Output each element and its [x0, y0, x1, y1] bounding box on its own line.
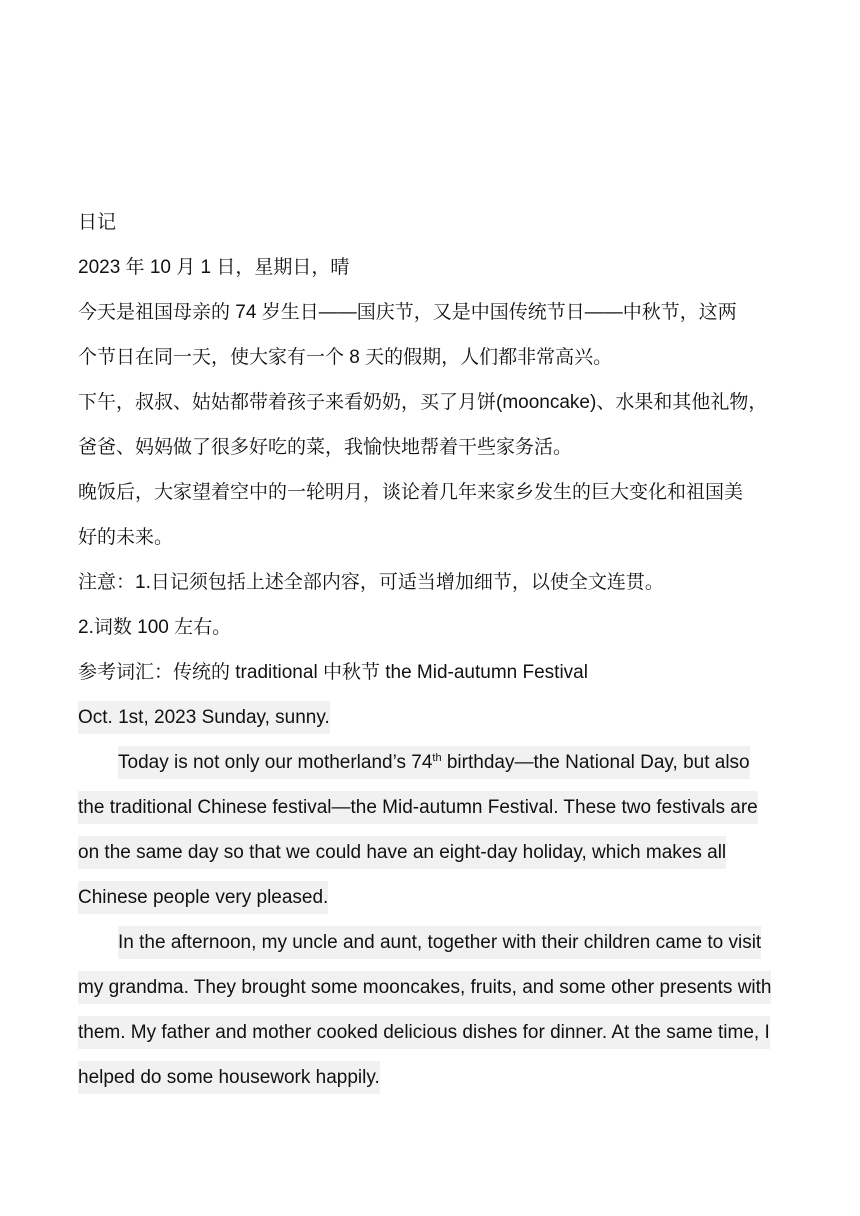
- prompt-paragraph-2-line-1: 下午，叔叔、姑姑都带着孩子来看奶奶，买了月饼(mooncake)、水果和其他礼物，: [78, 392, 768, 413]
- document-content: [78, 200, 788, 1100]
- answer-heading: [78, 695, 788, 740]
- prompt-paragraph-2-line-2: 爸爸、妈妈做了很多好吃的菜，我愉快地帮着干些家务活。: [78, 437, 573, 458]
- prompt-paragraph-1-line-1: 今天是祖国母亲的 74 岁生日——国庆节，又是中国传统节日——中秋节，这两: [78, 302, 737, 323]
- answer-paragraph-1-part-a: Today is not only our motherland’s 74: [118, 752, 433, 773]
- answer-paragraph-2: [78, 920, 778, 1100]
- answer-paragraph-1: [78, 740, 778, 920]
- prompt-paragraph-3-line-2: 好的未来。: [78, 527, 174, 548]
- prompt-paragraph-1-line-2: 个节日在同一天，使大家有一个 8 天的假期，人们都非常高兴。: [78, 347, 613, 368]
- answer-heading-text: Oct. 1st, 2023 Sunday, sunny.: [78, 701, 330, 734]
- date-line: 2023 年 10 月 1 日，星期日，晴: [78, 257, 350, 278]
- ordinal-suffix: th: [432, 752, 442, 764]
- answer-paragraph-2-text: In the afternoon, my uncle and aunt, together with their children came to visit my grandma. They brought some mooncakes, fruits, and some other presents with them. My father and mother cooked delicious dishes for dinner. At the same time, I helped do some housework happily.: [78, 926, 771, 1094]
- prompt-paragraph-3-line-1: 晚饭后，大家望着空中的一轮明月，谈论着几年来家乡发生的巨大变化和祖国美: [78, 482, 744, 503]
- answer-paragraph-1-part-b: birthday—the National Day, but also the traditional Chinese festival—the Mid-autumn Festival. These two festivals are on the same day so that we could have an eight-day holiday, which makes all Chinese people very pleased.: [78, 752, 758, 908]
- note-requirement-1: 注意：1.日记须包括上述全部内容，可适当增加细节，以使全文连贯。: [78, 572, 664, 593]
- diary-title: 日记: [78, 212, 117, 233]
- note-requirement-2: 2.词数 100 左右。: [78, 617, 232, 638]
- answer-paragraph-1-text: [78, 746, 758, 914]
- reference-vocabulary: 参考词汇：传统的 traditional 中秋节 the Mid-autumn Festival: [78, 662, 588, 683]
